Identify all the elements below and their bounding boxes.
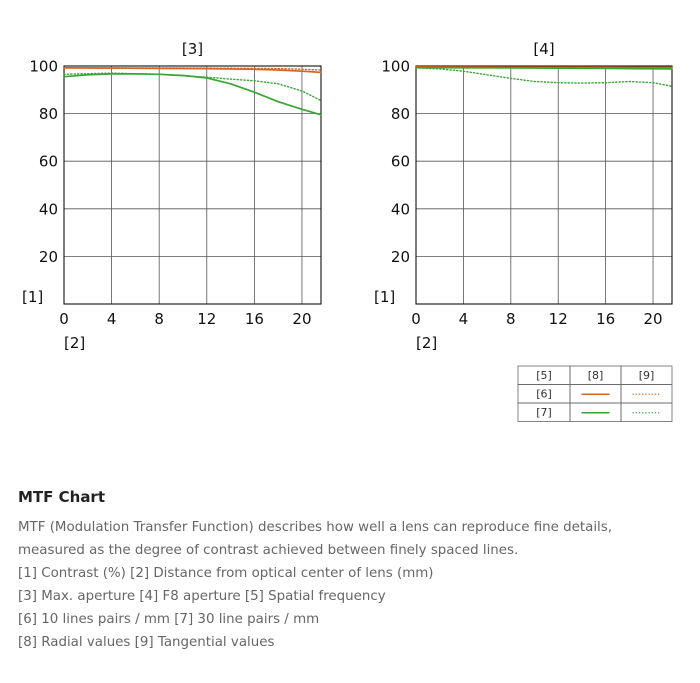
series-line-dotted — [416, 68, 672, 86]
x-tick-label: 4 — [106, 310, 117, 328]
chart-title: [3] — [181, 40, 204, 58]
description-line: [8] Radial values [9] Tangential values — [18, 635, 275, 650]
y-tick-label: 80 — [38, 105, 58, 124]
y-axis-label: [1] — [22, 288, 44, 306]
x-tick-label: 12 — [197, 310, 217, 328]
description-section — [18, 488, 682, 654]
series-line-solid — [416, 68, 672, 69]
x-tick-label: 8 — [154, 310, 164, 328]
y-tick-label: 40 — [390, 200, 410, 219]
description-line: [3] Max. aperture [4] F8 aperture [5] Spatial frequency — [18, 589, 386, 604]
y-tick-label: 80 — [390, 105, 410, 124]
y-tick-label: 60 — [38, 152, 58, 171]
legend-header: [9] — [638, 369, 655, 382]
y-tick-label: 20 — [390, 247, 410, 266]
legend-row-label: [6] — [536, 387, 552, 401]
description-title: MTF Chart — [18, 488, 106, 506]
series-line-solid — [64, 74, 321, 115]
y-tick-label: 100 — [29, 57, 58, 76]
mtf-chart-f8-aperture — [374, 40, 672, 352]
legend-header: [8] — [587, 369, 604, 382]
x-tick-label: 16 — [244, 310, 264, 328]
x-tick-label: 16 — [596, 310, 616, 328]
chart-title: [4] — [533, 40, 555, 58]
x-tick-label: 4 — [458, 310, 469, 328]
y-tick-label: 100 — [381, 57, 410, 76]
plot-frame — [416, 66, 672, 304]
legend-header: [5] — [536, 369, 552, 382]
y-axis-label: [1] — [374, 288, 396, 306]
mtf-chart-max-aperture — [22, 40, 321, 352]
y-tick-label: 20 — [38, 247, 58, 266]
description-line: [1] Contrast (%) [2] Distance from optical center of lens (mm) — [18, 566, 434, 581]
plot-frame — [64, 66, 321, 304]
legend-table — [518, 366, 672, 422]
description-line: MTF (Modulation Transfer Function) describes how well a lens can reproduce fine details, — [18, 520, 612, 535]
x-tick-label: 12 — [548, 310, 568, 328]
description-line: measured as the degree of contrast achieved between finely spaced lines. — [18, 543, 519, 558]
x-tick-label: 20 — [643, 310, 663, 328]
x-axis-label: [2] — [64, 334, 86, 352]
description-line: [6] 10 lines pairs / mm [7] 30 line pairs / mm — [18, 612, 320, 627]
y-tick-label: 60 — [390, 152, 410, 171]
x-tick-label: 8 — [506, 310, 516, 328]
y-tick-label: 40 — [38, 200, 58, 219]
x-tick-label: 20 — [292, 310, 312, 328]
x-axis-label: [2] — [416, 334, 438, 352]
x-tick-label: 0 — [411, 310, 421, 328]
x-tick-label: 0 — [59, 310, 69, 328]
legend-row-label: [7] — [536, 406, 552, 419]
